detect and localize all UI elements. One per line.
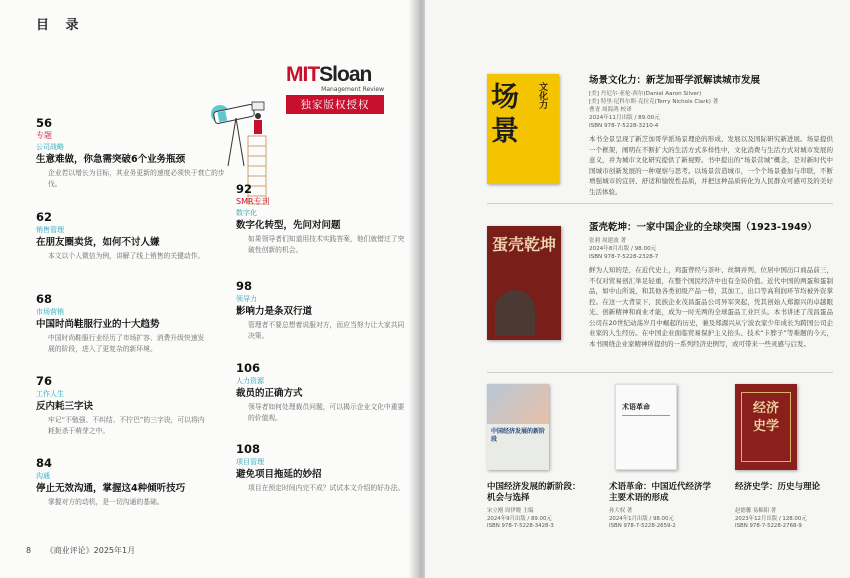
book-pub: 2023年12月出版 / 128.00元 xyxy=(735,515,807,522)
book-desc: 本书全景呈现了新芝加哥学派场景理论的形成、发展以及国际研究新进展。场景提供一个框架，阐明在不断扩大的生活方式多样性中，文化消费与生活方式对城市发展的意义，并为城市文化研究提供了新视野。书中提出的“场景营城”概念，是对新时代中国城市创新发展的一种观察与思考。以场景营造城市，一个个场景叠加与串联，不断增强城市的宜居、舒适和愉悦性品质，并把这种品质转化为人民群众可感可及的美好生活体验。 xyxy=(589,135,833,196)
entry-title: 避免项目拖延的妙招 xyxy=(236,469,322,480)
entry-desc: 牢记“不勉强、不纠结、不拧巴”的三字诀，可以将内耗扼杀于萌芽之中。 xyxy=(48,416,205,435)
book-cover[interactable] xyxy=(487,226,561,340)
book-authors: [美] 丹尼尔·亚伦·西尔(Daniel Aaron Silver) xyxy=(589,91,702,97)
left-page xyxy=(0,0,415,578)
entry-title: 在朋友圈卖货，如何不讨人嫌 xyxy=(36,237,160,248)
cover-title: 经济史学 xyxy=(752,401,779,434)
logo-mit: MIT xyxy=(286,63,320,86)
entry-desc: 企业若以增长为目标，其业务更新的速度必须快于衰亡的步伐。 xyxy=(48,169,225,188)
logo-subtitle: Management Review xyxy=(321,86,384,93)
section-divider xyxy=(487,203,833,204)
book-meta xyxy=(735,508,845,531)
cover-title: 中国经济发展的新阶段 xyxy=(491,428,546,443)
book-pub: 2024年9月出版 / 89.00元 xyxy=(487,515,552,522)
book-desc: 鲜为人知的是，在近代史上，鸡蛋曾经与茶叶、丝绸并列，位居中国出口商品前三，不仅对贸易创汇举足轻重，在整个国民经济中也有全局价值。近代中国的两蛋和蛋制品，如中山所说，和其他各类初级产品一样，其加工、出口等高利润环节均被外资掌控。在这一大背景下，民族企业茂昌蛋品公司异军突起，凭其创始人郑源兴的卓越眼光、创新精神和商业才能，成为一时无两的全球蛋品工业巨头。本书讲述了茂昌蛋品公司在20世纪动荡岁月中崛起的历史，兼及郑源兴从宁波农家少年成长为跨国公司企业家的人生经历。在中国企业面临贸易保护主义抬头、技术“卡脖子”等难题的今天，本书围绕企业家精神所提供的一系列经济史例写，或可带来一些灵感与启发。 xyxy=(589,266,833,348)
entry-category: 数字化 xyxy=(236,209,257,217)
entry-title: 停止无效沟通，掌握这4种倾听技巧 xyxy=(36,483,186,494)
toc-entry[interactable] xyxy=(36,117,226,190)
logo-sloan: Sloan xyxy=(319,63,372,86)
book-meta xyxy=(609,508,719,531)
entry-category: 公司战略 xyxy=(36,143,64,151)
entry-desc: 本文以个人微信为例，讲解了线上销售的关键动作。 xyxy=(48,252,205,260)
toc-entry[interactable] xyxy=(236,362,411,424)
cover-subtitle: 文化力 xyxy=(537,82,547,109)
cover-title: 术语革命 xyxy=(622,403,650,411)
entry-section: SMR专刊 xyxy=(236,197,270,206)
entry-title: 中国时尚鞋服行业的十大趋势 xyxy=(36,319,160,330)
book-pub: 2024年11月出版 / 89.00元 xyxy=(589,115,660,121)
book-cover[interactable] xyxy=(487,384,549,470)
book-meta xyxy=(487,508,597,531)
book-authors: 赵德馨 易棉阳 著 xyxy=(735,508,777,514)
book-pub: 2024年8月出版 / 98.00元 xyxy=(589,246,657,252)
book-cover[interactable] xyxy=(487,74,559,184)
book-title: 术语革命：中国近代经济学主要术语的形成 xyxy=(609,482,712,503)
logo-banner: 独家版权授权 xyxy=(286,95,384,114)
entry-page-number: 56 xyxy=(36,116,53,130)
book-title: 蛋壳乾坤：一家中国企业的全球突围（1923-1949） xyxy=(589,222,817,233)
book-isbn: ISBN 978-7-5228-3428-3 xyxy=(487,523,554,529)
book-authors: 宋立刚 周伊晓 主编 xyxy=(487,508,534,514)
right-page xyxy=(425,0,850,578)
entry-category: 销售管理 xyxy=(36,226,64,234)
entry-page-number: 98 xyxy=(236,279,253,293)
book-isbn: ISBN 978-7-5228-2659-2 xyxy=(609,523,676,529)
entry-page-number: 84 xyxy=(36,456,53,470)
toc-entry[interactable] xyxy=(236,183,411,256)
toc-entry[interactable] xyxy=(36,211,211,262)
book-authors: 张莉 周建波 著 xyxy=(589,238,627,244)
entry-title: 反内耗三字诀 xyxy=(36,401,94,412)
toc-entry[interactable] xyxy=(36,293,211,355)
entry-page-number: 76 xyxy=(36,374,53,388)
book-pub: 2024年1月出版 / 98.00元 xyxy=(609,515,674,522)
entry-page-number: 106 xyxy=(236,361,261,375)
entry-section: 专题 xyxy=(36,131,52,140)
page-number: 8 xyxy=(26,546,32,555)
cover-title: 蛋壳乾坤 xyxy=(491,235,556,254)
entry-desc: 掌握对方的动机，是一切沟通的基础。 xyxy=(48,498,164,506)
entry-page-number: 68 xyxy=(36,292,53,306)
book-cover[interactable] xyxy=(615,384,677,470)
entry-category: 沟通 xyxy=(36,472,50,480)
book-authors: [美] 特里·尼科尔斯·克拉克(Terry Nichols Clark) 著 xyxy=(589,99,719,105)
book-title: 经济史学：历史与理论 xyxy=(735,482,821,492)
book-meta xyxy=(589,237,829,261)
toc-entry[interactable] xyxy=(236,443,411,494)
page-footer xyxy=(26,545,147,556)
cover-title: 场景 xyxy=(491,80,520,147)
section-divider xyxy=(487,372,833,373)
entry-page-number: 108 xyxy=(236,442,261,456)
entry-title: 裁员的正确方式 xyxy=(236,388,303,399)
book-isbn: ISBN 978-7-5228-2768-9 xyxy=(735,523,802,529)
entry-page-number: 92 xyxy=(236,182,253,196)
cover-rule xyxy=(622,415,670,416)
entry-desc: 管理者不要总想着说服对方，而应当努力让大家共同决策。 xyxy=(248,321,405,340)
book-title: 中国经济发展的新阶段：机会与选择 xyxy=(487,482,581,503)
entry-desc: 中国时尚鞋服行业经历了市场扩容、消费升级快速发展的阶段，进入了更复杂的新环境。 xyxy=(48,334,205,353)
entry-desc: 领导者如何处理裁员问题，可以揭示企业文化中重要的价值观。 xyxy=(248,403,405,422)
cover-art xyxy=(487,384,549,424)
cover-portrait-icon xyxy=(495,290,535,336)
book-title: 场景文化力：新芝加哥学派解读城市发展 xyxy=(589,75,761,86)
toc-entry[interactable] xyxy=(36,375,211,437)
entry-desc: 如果领导者们知道用技术实践答案，他们就错过了突破性创新的机会。 xyxy=(248,235,405,254)
magazine-issue: 《商业评论》2025年1月 xyxy=(45,546,136,555)
entry-title: 数字化转型，先问对问题 xyxy=(236,220,341,231)
entry-category: 领导力 xyxy=(236,295,257,303)
toc-entry[interactable] xyxy=(236,280,411,342)
toc-entry[interactable] xyxy=(36,457,226,508)
entry-category: 工作人生 xyxy=(36,390,64,398)
entry-category: 人力资源 xyxy=(236,377,264,385)
mit-sloan-logo xyxy=(286,64,384,114)
entry-page-number: 62 xyxy=(36,210,53,224)
book-translators: 曹青 周海鸿 校译 xyxy=(589,107,632,113)
entry-title: 影响力是条双行道 xyxy=(236,306,313,317)
toc-title: 目 录 xyxy=(36,18,85,33)
entry-category: 项目管理 xyxy=(236,458,264,466)
book-meta xyxy=(589,90,829,130)
entry-category: 市场营销 xyxy=(36,308,64,316)
book-cover[interactable] xyxy=(735,384,797,470)
entry-title: 生意难做，你急需突破6个业务瓶颈 xyxy=(36,154,186,165)
book-authors: 孙大权 著 xyxy=(609,508,633,514)
entry-desc: 项目在预定时间内完不成？试试本文介绍的好办法。 xyxy=(248,484,405,492)
book-isbn: ISBN 978-7-5228-3210-4 xyxy=(589,123,659,129)
book-isbn: ISBN 978-7-5228-2328-7 xyxy=(589,254,659,260)
